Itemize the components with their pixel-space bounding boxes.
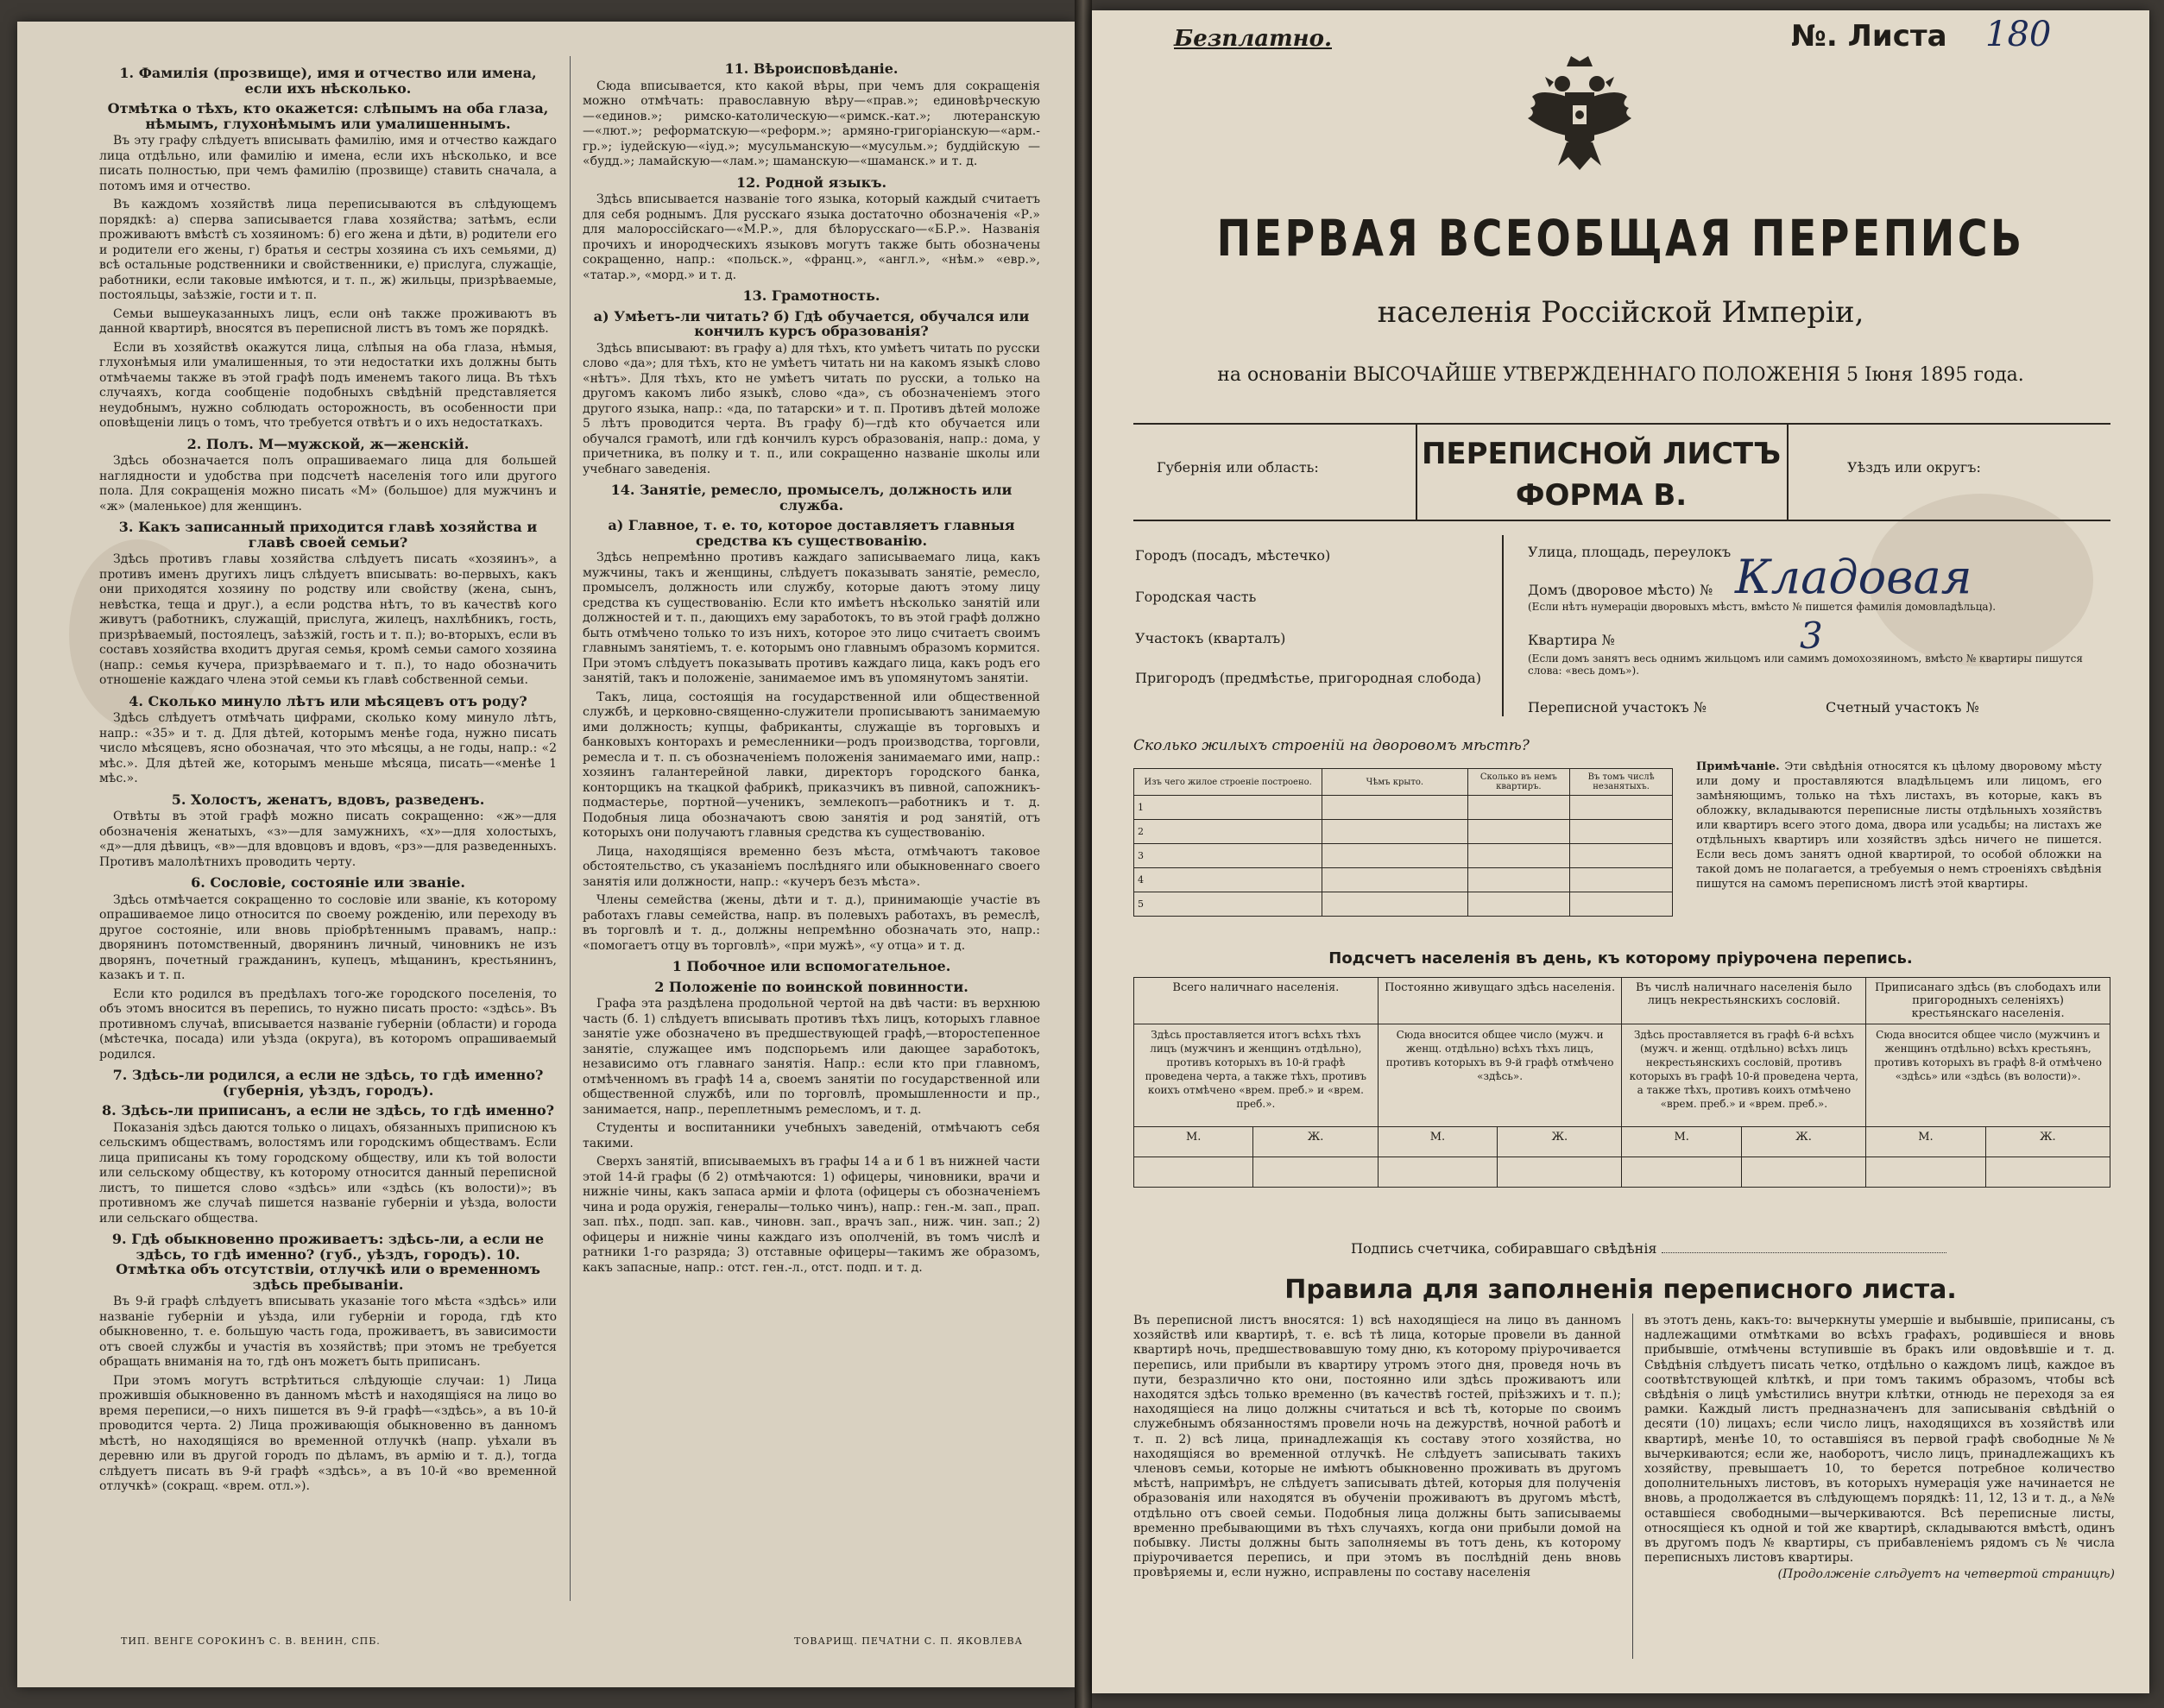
note-label: Примѣчаніе. bbox=[1696, 760, 1780, 773]
free-label: Безплатно. bbox=[1174, 26, 1332, 52]
count-table-header bbox=[1134, 978, 2110, 1024]
instruction-heading: 14. Занятіе, ремесло, промыселъ, должность или служба. bbox=[610, 482, 1013, 514]
instruction-heading: 6. Сословіе, состояніе или званіе. bbox=[191, 874, 465, 891]
decree-line: на основаніи ВЫСОЧАЙШЕ УТВЕРЖДЕННАГО ПОЛОЖЕНІЯ 5 Іюня 1895 года. bbox=[1217, 364, 2024, 386]
table-row bbox=[1134, 892, 1673, 917]
right-page bbox=[1092, 10, 2149, 1693]
instruction-heading: 3. Какъ записанный приходится главѣ хозяйства и главѣ своей семьи? bbox=[118, 519, 538, 551]
instruction-paragraph: Члены семейства (жены, дѣти и т. д.), принимающіе участіе въ работахъ главы семейства, напр. въ полевыхъ работахъ, въ ремеслѣ, въ торговлѣ и т. д., должны непремѣнно обозначать это, напр.: «помогаетъ отцу въ торговлѣ», «при мужѣ», «у отца» и т. д. bbox=[583, 893, 1040, 953]
instruction-paragraph: Отвѣты въ этой графѣ можно писать сокращенно: «ж»—для обозначенія женатыхъ, «з»—для замужнихъ, «х»—для холостыхъ, «д»—для дѣвицъ, «в»—для вдовцовъ и вдовъ, «рз»—для разведенныхъ. Противъ малолѣтнихъ проводить черту. bbox=[99, 810, 557, 869]
buildings-col-material: Изъ чего жилое строеніе построено. bbox=[1134, 769, 1322, 796]
table-row bbox=[1134, 868, 1673, 892]
double-headed-eagle-icon bbox=[1515, 49, 1644, 179]
suburb-label: Пригородъ (предмѣстье, пригородная слобода) bbox=[1135, 670, 1481, 686]
table-row bbox=[1134, 796, 1673, 820]
rules-divider bbox=[1632, 1314, 1633, 1659]
female-label: Ж. bbox=[1741, 1127, 1865, 1157]
instruction-heading: 1. Фамилія (прозвище), имя и отчество или имена, если ихъ нѣсколько. bbox=[119, 65, 537, 97]
left-page bbox=[17, 22, 1075, 1687]
census-subtitle: населенія Россійской Имперіи, bbox=[1377, 295, 1864, 330]
count-desc: Сюда вносится общее число (мужчинъ и женщинъ отдѣльно) всѣхъ крестьянъ, противъ которыхъ въ графѣ 8-й отмѣчено «здѣсь» или «здѣсь (въ волости)». bbox=[1866, 1024, 2110, 1127]
form-title bbox=[1420, 433, 1782, 516]
apartment-label: Квартира № bbox=[1528, 632, 1615, 648]
row-number: 1 bbox=[1134, 796, 1322, 820]
handwritten-apartment: 3 bbox=[1800, 615, 1823, 657]
instruction-paragraph: Показанія здѣсь даются только о лицахъ, обязанныхъ приписною къ сельскимъ обществамъ, волостямъ или городскимъ обществамъ. Если лица приписаны къ тому городскому обществу, или къ той волости или сельскому обществу, къ которому относится данный переписной листъ, то пишется слово «здѣсь» или «здѣсь (къ волости)»; въ противномъ же случаѣ пишется названіе губерніи и уѣзда, волости или сельскаго общества. bbox=[99, 1120, 557, 1226]
header-rule-bottom bbox=[1133, 520, 2110, 521]
printer-imprint-right: ТОВАРИЩ. ПЕЧАТНИ С. П. ЯКОВЛЕВА bbox=[794, 1636, 1023, 1647]
sheet-number-label: №. Листа bbox=[1791, 19, 1947, 54]
buildings-col-roof: Чѣмъ крыто. bbox=[1322, 769, 1467, 796]
buildings-question: Сколько жилыхъ строеній на дворовомъ мѣстѣ? bbox=[1133, 737, 1530, 754]
count-col-non-peasant: Въ числѣ наличнаго населенія было лицъ некрестьянскихъ сословій. bbox=[1622, 978, 1866, 1024]
male-label: М. bbox=[1378, 1127, 1497, 1157]
male-label: М. bbox=[1134, 1127, 1253, 1157]
instruction-paragraph: Здѣсь непремѣнно противъ каждаго записываемаго лица, какъ мужчины, такъ и женщины, слѣдуетъ показывать занятіе, ремесло, промыселъ, должность или службу, которые даютъ этому лицу средства къ существованію. Если кто имѣетъ нѣсколько занятій или должностей и т. п., дающихъ ему заработокъ, то въ этой графѣ должно быть отмѣчено только то изъ нихъ, которое это лицо считаетъ своимъ главнымъ занятіемъ, т. е. которымъ оно главнымъ образомъ кормится. При этомъ слѣдуетъ показывать противъ каждаго лица, какъ родъ его занятій, такъ и положеніе, занимаемое имъ въ упомянутомъ занятіи. bbox=[583, 551, 1040, 685]
form-title-line-2: ФОРМА В. bbox=[1515, 478, 1688, 513]
instruction-paragraph: При этомъ могутъ встрѣтиться слѣдующіе случаи: 1) Лица прожившія обыкновенно въ данномъ мѣстѣ и находящіяся на лицо во время переписи,—о нихъ пишется въ 9-й графѣ—«здѣсь», а въ 10-й проводится черта. 2) Лица проживающія обыкновенно въ данномъ мѣстѣ, но находящіяся во временной отлучкѣ (напр. уѣхали въ деревню или въ другой городъ по дѣламъ, въ армію и т. д.), тогда слѣдуетъ писать въ 9-й графѣ «здѣсь», а въ 10-й «во временной отлучкѣ» (сокращ. «врем. отл.»). bbox=[99, 1373, 557, 1493]
house-label: Домъ (дворовое мѣсто) № bbox=[1528, 582, 1713, 598]
count-table-descriptions bbox=[1134, 1024, 2110, 1127]
count-section-label: Счетный участокъ № bbox=[1826, 699, 1979, 715]
count-table-values-row bbox=[1134, 1157, 2110, 1188]
instruction-paragraph: Студенты и воспитанники учебныхъ заведеній, отмѣчаютъ себя такими. bbox=[583, 1121, 1040, 1150]
instruction-heading: 5. Холостъ, женатъ, вдовъ, разведенъ. bbox=[171, 791, 485, 808]
instruction-heading: 8. Здѣсь-ли приписанъ, а если не здѣсь, то гдѣ именно? bbox=[101, 1102, 555, 1119]
instructions-column-left bbox=[99, 60, 557, 1605]
instruction-paragraph: Здѣсь вписывается названіе того языка, который каждый считаетъ для себя роднымъ. Для русскаго языка достаточно обозначенія «Р.» для малороссійскаго—«М.Р.», для бѣлорусскаго—«Б.Р.». Названія прочихъ и инородческихъ языковъ могутъ также быть обозначены сокращенно, напр.: «польск.», «франц.», «англ.», «нѣм.» «евр.», «татар.», «морд.» и т. д. bbox=[583, 192, 1040, 282]
row-number: 3 bbox=[1134, 844, 1322, 868]
house-note: (Если нѣтъ нумераціи дворовыхъ мѣстъ, вмѣсто № пишется фамилія домовладѣльца). bbox=[1528, 601, 1997, 613]
instruction-heading: 12. Родной языкъ. bbox=[735, 173, 887, 191]
row-number: 5 bbox=[1134, 892, 1322, 917]
instruction-heading: Отмѣтка о тѣхъ, кто окажется: слѣпымъ на оба глаза, нѣмымъ, глухонѣмымъ или умалишеннымъ. bbox=[107, 100, 549, 132]
count-desc: Сюда вносится общее число (мужч. и женщ. отдѣльно) всѣхъ тѣхъ лицъ, противъ которыхъ въ 9-й графѣ отмѣчено «здѣсь». bbox=[1378, 1024, 1622, 1127]
male-label: М. bbox=[1866, 1127, 1985, 1157]
census-section-label: Переписной участокъ № bbox=[1528, 699, 1707, 715]
book-spine bbox=[1075, 0, 1092, 1708]
signature-label: Подпись счетчика, собиравшаго свѣдѣнія bbox=[1351, 1240, 1657, 1257]
instruction-paragraph: Графа эта раздѣлена продольной чертой на двѣ части: въ верхнюю часть (б. 1) слѣдуетъ вписывать противъ тѣхъ лицъ, которыхъ главное занятіе уже обозначено въ предшествующей графѣ,—второстепенное занятіе, служащее имъ подспорьемъ или дающее заработокъ, независимо отъ главнаго занятія. Напр.: если кто при главномъ, отмѣченномъ въ графѣ 14 а, своемъ занятіи по государственной или общественной службѣ, или по торговлѣ, промышленности и пр., занимается, напр., переплетнымъ ремесломъ, и т. д. bbox=[583, 997, 1040, 1117]
instruction-heading: 4. Сколько минуло лѣтъ или мѣсяцевъ отъ роду? bbox=[129, 692, 527, 709]
count-col-peasant: Приписанаго здѣсь (въ слободахъ или пригородныхъ селеніяхъ) крестьянскаго населенія. bbox=[1866, 978, 2110, 1024]
population-count-heading: Подсчетъ населенія въ день, къ которому пріурочена перепись. bbox=[1328, 949, 1913, 967]
signature-blank bbox=[1662, 1252, 1946, 1253]
printer-imprint-left: ТИП. ВЕНГЕ СОРОКИНЪ С. В. ВЕНИН, СПБ. bbox=[121, 1636, 381, 1647]
instruction-paragraph: Въ каждомъ хозяйствѣ лица переписываются въ слѣдующемъ порядкѣ: а) сперва записывается глава хозяйства; затѣмъ, если проживаютъ вмѣстѣ съ хозяиномъ: б) его жена и дѣти, в) родители его и родители его жены, г) братья и сестры хозяина съ ихъ семьями, д) всѣ остальные родственники и свойственники, е) прислуга, служащіе, работники, если таковые имѣются, и т. п., ж) жильцы, призрѣваемые, постояльцы, заѣзжіе, гости и т. п. bbox=[99, 198, 557, 302]
district-label: Уѣздъ или округъ: bbox=[1847, 459, 1981, 476]
instruction-paragraph: Сюда вписывается, кто какой вѣры, при чемъ для сокращенія можно отмѣчать: православную вѣру—«прав.»; единовѣрческую—«единов.»; римско-католическую—«римск.-кат.»; лютеранскую—«лют.»; реформатскую—«реформ.»; армяно-григоріанскую—«арм.-гр.»; іудейскую—«іуд.»; мусульманскую—«мусульм.»; буддійскую — «будд.»; ламайскую—«лам.»; шаманскую—«шаманск.» и т. д. bbox=[583, 79, 1040, 168]
instruction-paragraph: Въ эту графу слѣдуетъ вписывать фамилію, имя и отчество каждаго лица отдѣльно, или фамилію и имена, если ихъ нѣсколько, и все писать полностью, при чемъ фамилію (прозвище) ставить сначала, а потомъ имя и отчество. bbox=[99, 134, 557, 193]
instruction-heading: 2 Положеніе по воинской повинности. bbox=[654, 978, 968, 995]
street-label: Улица, площадь, переулокъ bbox=[1528, 544, 1732, 560]
instruction-heading: 1 Побочное или вспомогательное. bbox=[672, 958, 951, 974]
row-number: 2 bbox=[1134, 820, 1322, 844]
instruction-paragraph: Здѣсь отмѣчается сокращенно то сословіе или званіе, къ которому опрашиваемое лицо относится по своему рожденію, или переходу въ другое состояніе, или вновь пріобрѣтеннымъ правамъ, напр.: дворянинъ потомственный, дворянинъ личный, чиновникъ не изъ дворянъ, почетный гражданинъ, купецъ, мѣщанинъ, крестьянинъ, казакъ и т. п. bbox=[99, 892, 557, 982]
male-label: М. bbox=[1622, 1127, 1741, 1157]
instruction-paragraph: Если въ хозяйствѣ окажутся лица, слѣпыя на оба глаза, нѣмыя, глухонѣмыя или умалишенныя, то эти недостатки ихъ должны быть отмѣчаемы также въ этой графѣ подъ именемъ такого лица. Въ тѣхъ случаяхъ, когда сообщеніе подобныхъ свѣдѣній представляется неудобнымъ, нужно соблюдать осторожность, въ особенности при оповѣщеніи лицъ о томъ, что требуется отвѣтъ и о ихъ недостаткахъ. bbox=[99, 340, 557, 430]
buildings-col-vacant: Въ томъ числѣ незанятыхъ. bbox=[1570, 769, 1673, 796]
column-divider bbox=[570, 56, 571, 1601]
instruction-paragraph: Лица, находящіяся временно безъ мѣста, отмѣчаютъ таковое обстоятельство, съ указаніемъ послѣдняго или обыкновеннаго своего занятія или должности, напр.: «кучеръ безъ мѣста». bbox=[583, 844, 1040, 889]
instructions-column-right bbox=[583, 56, 1040, 1610]
instruction-paragraph: Семьи вышеуказанныхъ лицъ, если онѣ также проживаютъ въ данной квартирѣ, вносятся въ переписной листъ въ томъ же порядкѣ. bbox=[99, 306, 557, 336]
female-label: Ж. bbox=[1985, 1127, 2110, 1157]
instruction-heading: 11. Вѣроисповѣданіе. bbox=[724, 60, 899, 77]
header-divider-left bbox=[1416, 423, 1417, 520]
rules-title: Правила для заполненія переписного листа. bbox=[1284, 1275, 1957, 1305]
instruction-paragraph: Здѣсь обозначается полъ опрашиваемаго лица для большей наглядности и удобства при подсчетѣ населенія того или другого пола. Для сокращенія можно писать «М» (большое) для мужчинъ и «ж» (маленькое) для женщинъ. bbox=[99, 454, 557, 514]
enumerator-signature-line bbox=[1351, 1240, 1946, 1257]
instruction-heading: а) Главное, т. е. то, которое доставляетъ главныя средства къ существованію. bbox=[608, 517, 1015, 549]
rules-column-left: Въ переписной листъ вносятся: 1) всѣ находящіеся на лицо въ данномъ хозяйствѣ или квартирѣ, т. е. всѣ тѣ лица, которые провели въ данной квартирѣ ночь, предшествовавшую тому дню, къ которому пріурочивается перепись, или прибыли въ квартиру утромъ этого дня, проведя ночь въ пути, безразлично кто они, постоянно или здѣсь проживаютъ или находятся здѣсь только временно (въ качествѣ гостей, пріѣзжихъ и т. п.); находящіеся на лицо должны считаться и всѣ тѣ, которые по своимъ служебнымъ обязанностямъ провели ночь на дежурствѣ, ночной работѣ и т. п. 2) всѣ лица, принадлежащія къ составу этого хозяйства, но находящіяся во временной отлучкѣ. Не слѣдуетъ записывать такихъ членовъ семьи, которые не имѣютъ обыкновенно проживать въ другомъ мѣстѣ, напримѣръ, не слѣдуетъ записывать дѣтей, которыя для полученія образованія или находятся въ обученіи проживаютъ въ другомъ мѣстѣ, отдѣльно отъ своей семьи. Подобныя лица должны быть записываемы временно пребывающими въ тѣхъ случаяхъ, когда они прибыли домой на побывку. Листы должны быть заполняемы въ тотъ день, къ которому пріурочивается перепись, и при этомъ въ послѣдній день вновь провѣряемы и, если нужно, исправлены по составу населенія bbox=[1133, 1314, 1621, 1580]
apartment-note: (Если домъ занятъ весь однимъ жильцомъ или самимъ домохозяиномъ, вмѣсто № квартиры пишутся слова: «весь домъ»). bbox=[1528, 652, 2083, 677]
sheet-number-handwritten: 180 bbox=[1985, 15, 2052, 54]
table-row bbox=[1134, 844, 1673, 868]
row-number: 4 bbox=[1134, 868, 1322, 892]
buildings-table-header bbox=[1134, 769, 1673, 796]
buildings-col-apartments: Сколько въ немъ квартиръ. bbox=[1467, 769, 1570, 796]
instruction-paragraph: Такъ, лица, состоящія на государственной или общественной службѣ, и церковно-священно-служители прописываютъ занимаемую ими должность; купцы, фабриканты, служащіе въ торговыхъ и банковыхъ конторахъ и ремесленники—родъ производства, торговли, ремесла и т. п. съ обозначеніемъ положенія занимаемаго ими, напр.: хозяинъ галантерейной лавки, директоръ городского банка, конторщикъ на ткацкой фабрикѣ, приказчикъ въ пивной, сапожникъ-подмастерье, портной—ученикъ, землекопъ—работникъ и т. д. Подобныя лица обозначаютъ свою занятія и род занятій, отъ которыхъ они получаютъ главныя средства къ существованію. bbox=[583, 690, 1040, 840]
population-count-table bbox=[1133, 977, 2110, 1188]
town-label: Городъ (посадъ, мѣстечко) bbox=[1135, 547, 1331, 564]
female-label: Ж. bbox=[1253, 1127, 1378, 1157]
header-rule-top bbox=[1133, 423, 2110, 425]
buildings-table bbox=[1133, 768, 1673, 917]
count-col-total: Всего наличнаго населенія. bbox=[1134, 978, 1379, 1024]
instruction-paragraph: Если кто родился въ предѣлахъ того-же городского поселенія, то объ этомъ вносится въ перепись, то нужно писать просто: «здѣсь». Въ противномъ случаѣ, вписывается названіе губерніи (области) и города (мѣстечка, посада) или уѣзда (округа), въ которомъ опрашиваемый родился. bbox=[99, 986, 557, 1062]
precinct-label: Участокъ (кварталъ) bbox=[1135, 630, 1286, 646]
form-title-line-1: ПЕРЕПИСНОЙ ЛИСТЪ bbox=[1421, 437, 1782, 471]
note-text: Эти свѣдѣнія относятся къ цѣлому дворовому мѣсту или дому и проставляются владѣльцемъ или лицомъ, его замѣняющимъ, только на тѣхъ листахъ, въ которые, какъ въ обложку, вкладываются переписные листы отдѣльныхъ хозяйствъ или квартиръ всего этого дома, двора или усадьбы; на листахъ же отдѣльныхъ квартиръ или хозяйствъ здѣсь ничего не пишется. Если весь домъ занятъ одной квартирой, то особой обложки на такой домъ не полагается, а требуемыя о немъ строеніяхъ свѣдѣнія пишутся на самомъ переписномъ листѣ этой квартиры. bbox=[1696, 760, 2102, 891]
count-desc: Здѣсь проставляется итогъ всѣхъ тѣхъ лицъ (мужчинъ и женщинъ отдѣльно), противъ которыхъ въ 10-й графѣ проведена черта, а также тѣхъ, противъ коихъ отмѣчено «врем. преб.» и «врем. преб.». bbox=[1134, 1024, 1379, 1127]
instruction-heading: 2. Полъ. М—мужской, ж—женскій. bbox=[186, 435, 470, 452]
instruction-paragraph: Сверхъ занятій, вписываемыхъ въ графы 14 а и б 1 въ нижней части этой 14-й графы (б 2) отмѣчаются: 1) офицеры, чиновники, врачи и нижніе чины, какъ запаса арміи и флота (офицеры съ обозначеніемъ чина и рода оружія, генералы—только чинъ), напр.: ген.-м. зап., прап. зап. пѣх., подп. зап. кав., чиновн. зап., врачъ зап., ниж. чин. зап.; 2) офицеры и нижніе чины каждаго изъ ополченій, въ томъ числѣ и ратники 1-го разряда; 3) отставные офицеры—такимъ же образомъ, какъ запасные, напр.: отст. ген.-л., отст. подп. и т. д. bbox=[583, 1155, 1040, 1275]
count-col-permanent: Постоянно живущаго здѣсь населенія. bbox=[1378, 978, 1622, 1024]
instruction-paragraph: Здѣсь слѣдуетъ отмѣчать цифрами, сколько кому минуло лѣтъ, напр.: «35» и т. д. Для дѣтей, которымъ менѣе года, нужно писать число мѣсяцевъ, ясно обозначая, что это мѣсяцы, а не годы, напр.: «2 мѣс.». Для дѣтей же, которымъ меньше мѣсяца, писать—«менѣе 1 мѣс.». bbox=[99, 711, 557, 785]
table-row bbox=[1134, 820, 1673, 844]
header-divider-right bbox=[1787, 423, 1789, 520]
buildings-note bbox=[1696, 759, 2102, 892]
instruction-heading: 7. Здѣсь-ли родился, а если не здѣсь, то гдѣ именно? (губернія, уѣздъ, городъ). bbox=[112, 1067, 544, 1099]
count-desc: Здѣсь проставляется въ графѣ 6-й всѣхъ (мужч. и женщ. отдѣльно) всѣхъ лицъ некрестьянскихъ сословій, противъ которыхъ въ графѣ 10-й проведена черта, а также тѣхъ, противъ коихъ отмѣчено «врем. преб.» и «врем. преб.». bbox=[1622, 1024, 1866, 1127]
instruction-paragraph: Здѣсь вписывают: въ графу а) для тѣхъ, кто умѣетъ читать по русски слово «да»; для тѣхъ, кто не умѣетъ читать ни на какомъ языкѣ слово «нѣтъ». Для тѣхъ, кто не умѣетъ читать по русски, а только на другомъ какомъ либо языкѣ, слово «да», съ обозначеніемъ этого другого языка, напр.: «да, по татарски» и т. п. Противъ дѣтей моложе 5 лѣтъ проводится черта. Въ графу б)—гдѣ кто обучается или обучался грамотѣ, или гдѣ кончилъ курсъ образованія, напр.: дома, у причетника, въ полку и т. п., или сокращенно названіе школы или учебнаго заведенія. bbox=[583, 341, 1040, 476]
address-divider bbox=[1502, 535, 1504, 716]
province-label: Губернія или область: bbox=[1157, 459, 1319, 476]
rules-column-right bbox=[1644, 1314, 2115, 1667]
town-part-label: Городская часть bbox=[1135, 589, 1257, 605]
instruction-paragraph: Здѣсь противъ главы хозяйства слѣдуетъ писать «хозяинъ», а противъ именъ другихъ лицъ слѣдуетъ вписывать: во-первыхъ, какъ они приходятся хозяину по родству или свойству (жена, сынъ, невѣстка, теща и друг.), а если родства нѣтъ, то въ качествѣ кого живутъ (работникъ, служащій, прислуга, жилецъ, нахлѣбникъ, гость, призрѣваемый, постоялецъ, заѣзжій, гость и т. п.); во-вторыхъ, если въ составъ хозяйства входитъ другая семья, кромѣ семьи самого хозяина (напр.: семья кучера, призрѣваемаго и т. п.), то надо обозначить отношеніе каждаго члена этой семьи къ главѣ собственной семьи. bbox=[99, 552, 557, 687]
count-table-sex-row bbox=[1134, 1127, 2110, 1157]
instruction-paragraph: Въ 9-й графѣ слѣдуетъ вписывать указаніе того мѣста «здѣсь» или названіе губерніи и уѣзда, или губерніи и города, гдѣ кто обыкновенно, т. е. большую часть года, проживаетъ, въ зависимости отъ своей службы и участія въ хозяйствѣ; при этомъ не требуется обращать вниманія на то, гдѣ онъ можетъ быть приписанъ. bbox=[99, 1295, 557, 1369]
instruction-heading: а) Умѣетъ-ли читать? б) Гдѣ обучается, обучался или кончилъ курсъ образованія? bbox=[593, 307, 1030, 339]
female-label: Ж. bbox=[1498, 1127, 1622, 1157]
instruction-heading: 13. Грамотность. bbox=[742, 287, 880, 304]
census-title: ПЕРВАЯ ВСЕОБЩАЯ ПЕРЕПИСЬ bbox=[1216, 209, 2025, 268]
rules-continuation-note: (Продолженіе слѣдуетъ на четвертой страницѣ) bbox=[1777, 1567, 2115, 1582]
handwritten-street: Кладовая bbox=[1735, 550, 1972, 604]
instruction-heading: 9. Гдѣ обыкновенно проживаетъ: здѣсь-ли, а если не здѣсь, то гдѣ именно? (губ., уѣздъ, городъ). 10. Отмѣтка объ отсутствіи, отлучкѣ или о временномъ здѣсь пребываніи. bbox=[111, 1231, 545, 1293]
rules-right-text: въ этотъ день, какъ-то: вычеркнуты умершіе и выбывшіе, приписаны, съ надлежащими отмѣтками во всѣхъ графахъ, родившіеся и вновь прибывшіе, отмѣчены вступившіе въ бракъ или овдовѣвшіе и т. д. Свѣдѣнія слѣдуетъ писать четко, отдѣльно о каждомъ лицѣ, каждое въ соотвѣтствующей клѣткѣ, и при томъ такимъ образомъ, чтобы всѣ свѣдѣнія о лицѣ умѣстились внутри клѣтки, отнюдь не переходя за ея рамки. Каждый листъ предназначенъ для записыванія свѣдѣній о десяти (10) лицахъ; если число лицъ, находящихся въ хозяйствѣ или квартирѣ, менѣе 10, то оставшіяся въ первой графѣ свободные №№ вычеркиваются; если же, наоборотъ, число лицъ, принадлежащихъ къ хозяйству, превышаетъ 10, то берется потребное количество дополнительныхъ листовъ, въ которыхъ нумерація уже начинается не вновь, а продолжается въ слѣдующемъ порядкѣ: 11, 12, 13 и т. д., а №№ оставшіеся свободными—вычеркиваются. Всѣ переписные листы, относящіеся къ одной и той же квартирѣ, складываются вмѣстѣ, одинъ въ другомъ подъ № квартиры, съ прибавленіемъ рядомъ съ № числа переписныхъ листовъ квартиры. bbox=[1644, 1314, 2115, 1566]
